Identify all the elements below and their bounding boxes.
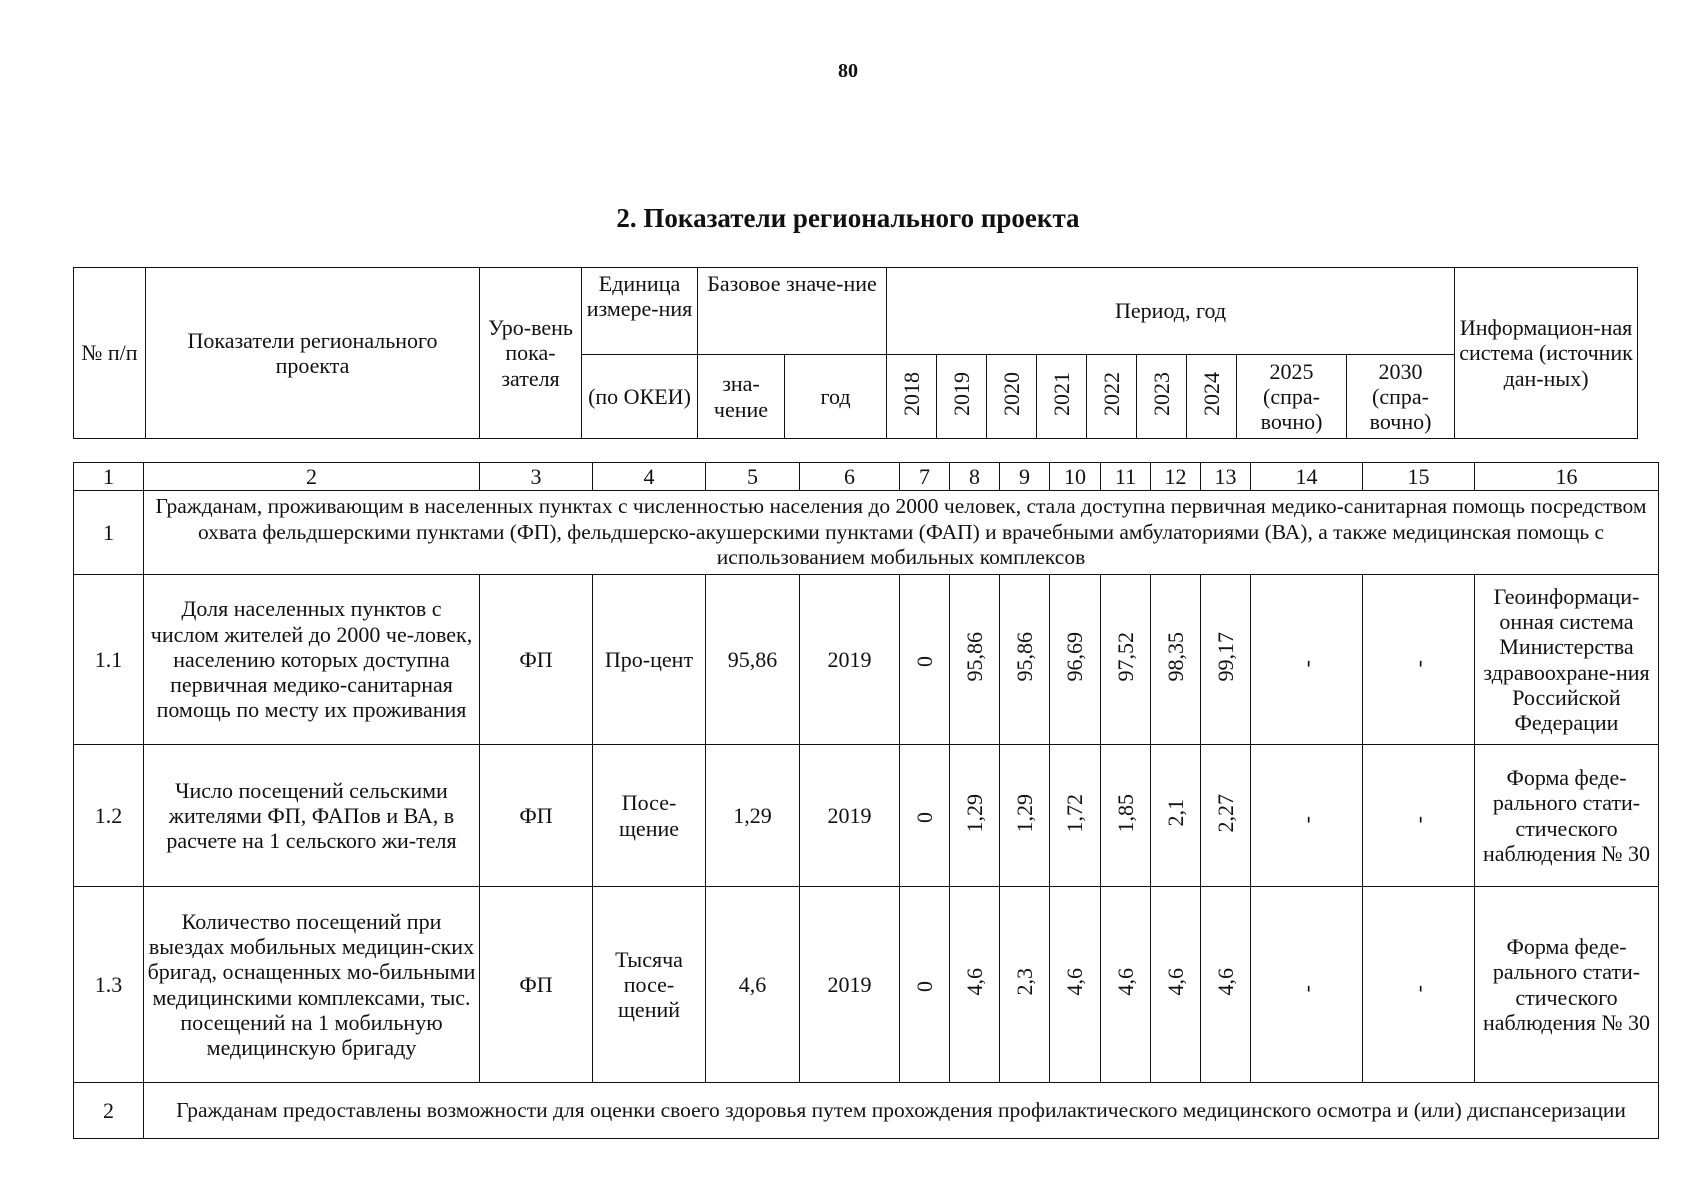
unit-of-measure: Посе-щение [593, 745, 706, 887]
header-year-2030: 2030 (спра-вочно) [1347, 355, 1455, 439]
column-number: 10 [1050, 463, 1101, 491]
value-2023: 98,35 [1151, 575, 1201, 745]
header-year-2022: 2022 [1087, 355, 1137, 439]
indicators-body-table [73, 462, 1659, 1139]
goal-text: Гражданам, проживающим в населенных пунктах с численностью населения до 2000 человек, стала доступна первичная медико-санитарная помощь посредством охвата фельдшерскими пунктами (ФП), фельдшерско-акушерскими пунктами (ФАП) и врачебными амбулаториями (ВА), а также медицинская помощь с использованием мобильных комплексов [144, 491, 1659, 575]
column-number: 16 [1475, 463, 1659, 491]
table-row [74, 575, 1659, 745]
base-value: 4,6 [706, 887, 800, 1083]
value-2022: 1,85 [1101, 745, 1151, 887]
info-source: Геоинформаци-онная система Министерства здравоохране-ния Российской Федерации [1475, 575, 1659, 745]
value-2020: 2,3 [1000, 887, 1050, 1083]
goal-number: 1 [74, 491, 144, 575]
column-number: 13 [1201, 463, 1251, 491]
section-title: 2. Показатели регионального проекта [616, 203, 1080, 233]
column-numbers-row [74, 463, 1659, 491]
value-2018: 0 [900, 575, 950, 745]
value-2024: 2,27 [1201, 745, 1251, 887]
row-number: 1.1 [74, 575, 144, 745]
indicator-level: ФП [480, 575, 593, 745]
indicators-header-table [73, 267, 1638, 439]
base-year: 2019 [800, 575, 900, 745]
header-year-2024: 2024 [1187, 355, 1237, 439]
indicator-name: Число посещений сельскими жителями ФП, ФАПов и ВА, в расчете на 1 сельского жи-теля [144, 745, 480, 887]
base-value: 1,29 [706, 745, 800, 887]
value-2025: - [1251, 745, 1363, 887]
value-2024: 99,17 [1201, 575, 1251, 745]
column-number: 6 [800, 463, 900, 491]
value-2019: 1,29 [950, 745, 1000, 887]
base-year: 2019 [800, 887, 900, 1083]
column-number: 4 [593, 463, 706, 491]
column-number: 5 [706, 463, 800, 491]
header-unit-okei: (по ОКЕИ) [582, 355, 698, 439]
header-unit: Единица измере-ния [582, 268, 698, 355]
indicator-name: Доля населенных пунктов с числом жителей до 2000 че-ловек, населению которых доступна первичная медико-санитарная помощь по месту их проживания [144, 575, 480, 745]
header-period: Период, год [887, 268, 1455, 355]
goal-row [74, 491, 1659, 575]
column-number: 15 [1363, 463, 1475, 491]
value-2018: 0 [900, 887, 950, 1083]
column-number: 14 [1251, 463, 1363, 491]
indicator-name: Количество посещений при выездах мобильных медицин-ских бригад, оснащенных мо-бильными медицинскими комплексами, тыс. посещений на 1 мобильную медицинскую бригаду [144, 887, 480, 1083]
column-number: 9 [1000, 463, 1050, 491]
header-level: Уро-вень пока-зателя [480, 268, 582, 439]
header-year-2021: 2021 [1037, 355, 1087, 439]
header-year-2020: 2020 [987, 355, 1037, 439]
row-number: 1.2 [74, 745, 144, 887]
value-2024: 4,6 [1201, 887, 1251, 1083]
base-year: 2019 [800, 745, 900, 887]
column-number: 7 [900, 463, 950, 491]
header-year-2023: 2023 [1137, 355, 1187, 439]
value-2030: - [1363, 575, 1475, 745]
value-2023: 2,1 [1151, 745, 1201, 887]
unit-of-measure: Тысяча посе-щений [593, 887, 706, 1083]
column-number: 2 [144, 463, 480, 491]
column-number: 8 [950, 463, 1000, 491]
value-2018: 0 [900, 745, 950, 887]
value-2019: 95,86 [950, 575, 1000, 745]
unit-of-measure: Про-цент [593, 575, 706, 745]
value-2022: 4,6 [1101, 887, 1151, 1083]
value-2021: 4,6 [1050, 887, 1101, 1083]
goal-number: 2 [74, 1083, 144, 1139]
header-base-year: год [785, 355, 887, 439]
value-2021: 96,69 [1050, 575, 1101, 745]
goal-row [74, 1083, 1659, 1139]
header-year-2018: 2018 [887, 355, 937, 439]
value-2022: 97,52 [1101, 575, 1151, 745]
header-no: № п/п [74, 268, 146, 439]
goal-text: Гражданам предоставлены возможности для оценки своего здоровья путем прохождения профилактического медицинского осмотра и (или) диспансеризации [144, 1083, 1659, 1139]
header-info-system: Информацион-ная система (источник дан-ных) [1455, 268, 1638, 439]
column-number: 12 [1151, 463, 1201, 491]
info-source: Форма феде-рального стати-стического наблюдения № 30 [1475, 887, 1659, 1083]
value-2025: - [1251, 887, 1363, 1083]
table-row [74, 887, 1659, 1083]
row-number: 1.3 [74, 887, 144, 1083]
info-source: Форма феде-рального стати-стического наблюдения № 30 [1475, 745, 1659, 887]
value-2025: - [1251, 575, 1363, 745]
indicator-level: ФП [480, 887, 593, 1083]
header-indicator: Показатели регионального проекта [146, 268, 480, 439]
value-2030: - [1363, 745, 1475, 887]
column-number: 3 [480, 463, 593, 491]
value-2023: 4,6 [1151, 887, 1201, 1083]
page-number: 80 [838, 60, 858, 82]
header-year-2025: 2025 (спра-вочно) [1237, 355, 1347, 439]
column-number: 1 [74, 463, 144, 491]
value-2021: 1,72 [1050, 745, 1101, 887]
base-value: 95,86 [706, 575, 800, 745]
value-2020: 95,86 [1000, 575, 1050, 745]
table-row [74, 745, 1659, 887]
value-2020: 1,29 [1000, 745, 1050, 887]
indicator-level: ФП [480, 745, 593, 887]
value-2030: - [1363, 887, 1475, 1083]
header-base: Базовое значе-ние [698, 268, 887, 355]
column-number: 11 [1101, 463, 1151, 491]
header-base-value: зна-чение [698, 355, 785, 439]
value-2019: 4,6 [950, 887, 1000, 1083]
header-year-2019: 2019 [937, 355, 987, 439]
